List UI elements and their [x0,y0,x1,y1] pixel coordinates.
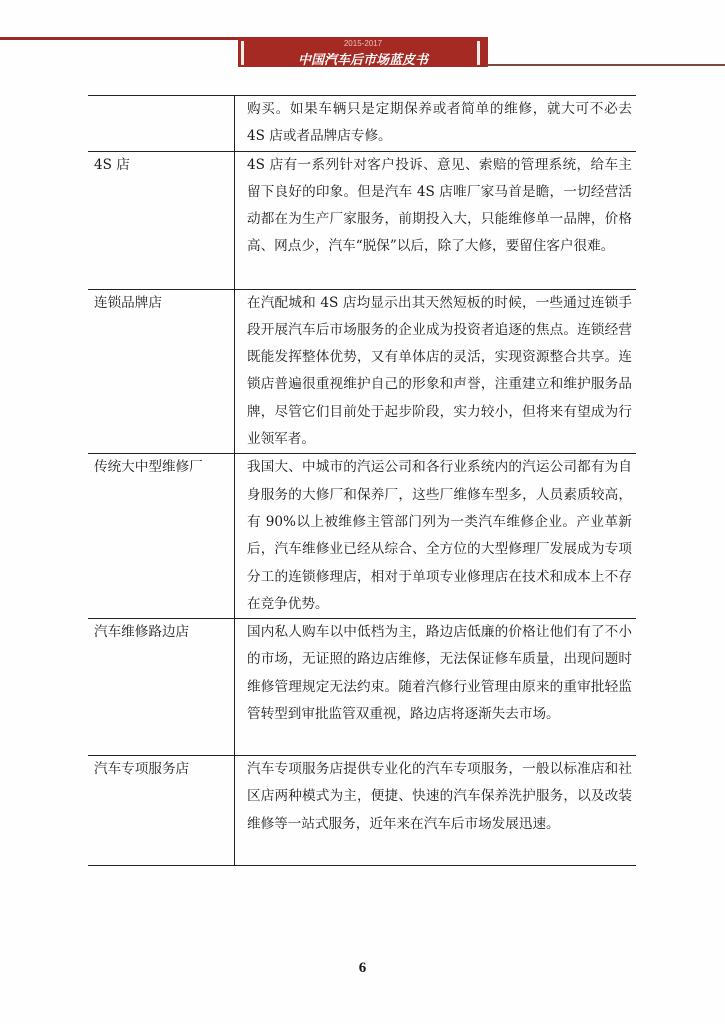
row-description: 我国大、中城市的汽运公司和各行业系统内的汽运公司都有为自身服务的大修厂和保养厂，这些厂维修车型多，人员素质较高，有 90%以上被维修主管部门列为一类汽车维修企业。产业革新后，汽车维修业已经从综合、全方位的大型修理厂发展成为专项分工的连锁修理店，相对于单项专业修理店在技术和成本上不存在竞争优势。 [235,454,637,619]
row-label: 汽车专项服务店 [88,756,235,866]
table-row [88,96,636,152]
row-label: 汽车维修路边店 [88,619,235,756]
row-description: 国内私人购车以中低档为主，路边店低廉的价格让他们有了不小的市场，无证照的路边店维修，无法保证修车质量，出现问题时维修管理规定无法约束。随着汽修行业管理由原来的重审批轻监管转型到审批监管双重视，路边店将逐渐失去市场。 [235,619,637,756]
header-rule-left [0,37,240,40]
store-type-table [88,95,636,866]
page-number: 6 [358,960,367,976]
row-description: 在汽配城和 4S 店均显示出其天然短板的时候，一些通过连锁手段开展汽车后市场服务的企业成为投资者追逐的焦点。连锁经营既能发挥整体优势，又有单体店的灵活，实现资源整合共享。连锁店普遍很重视维护自己的形象和声誉，注重建立和维护服务品牌，尽管它们目前处于起步阶段，实力较小，但将来有望成为行业领军者。 [235,289,637,454]
table-row [88,619,636,756]
header-title: 中国汽车后市场蓝皮书 [297,52,428,67]
row-description: 4S 店有一系列针对客户投诉、意见、索赔的管理系统，给车主留下良好的印象。但是汽车 4S 店唯厂家马首是瞻，一切经营活动都在为生产厂家服务，前期投入大，只能维修单一品牌，价格高、网点少，汽车“脱保”以后，除了大修，要留住客户很难。 [235,151,637,289]
row-description: 购买。如果车辆只是定期保养或者简单的维修，就大可不必去 4S 店或者品牌店专修。 [235,96,637,152]
row-description: 汽车专项服务店提供专业化的汽车专项服务，一般以标准店和社区店两种模式为主，便捷、快速的汽车保养洗护服务，以及改装维修等一站式服务，近年来在汽车后市场发展迅速。 [235,756,637,866]
row-label: 连锁品牌店 [88,289,235,454]
table-row [88,151,636,289]
header-rule-right [487,64,725,66]
row-label: 传统大中型维修厂 [88,454,235,619]
row-label [88,96,235,152]
header-years: 2015-2017 [343,39,383,48]
table-row [88,454,636,619]
row-label: 4S 店 [88,151,235,289]
header-banner [238,37,488,67]
table-row [88,289,636,454]
table-row [88,756,636,866]
